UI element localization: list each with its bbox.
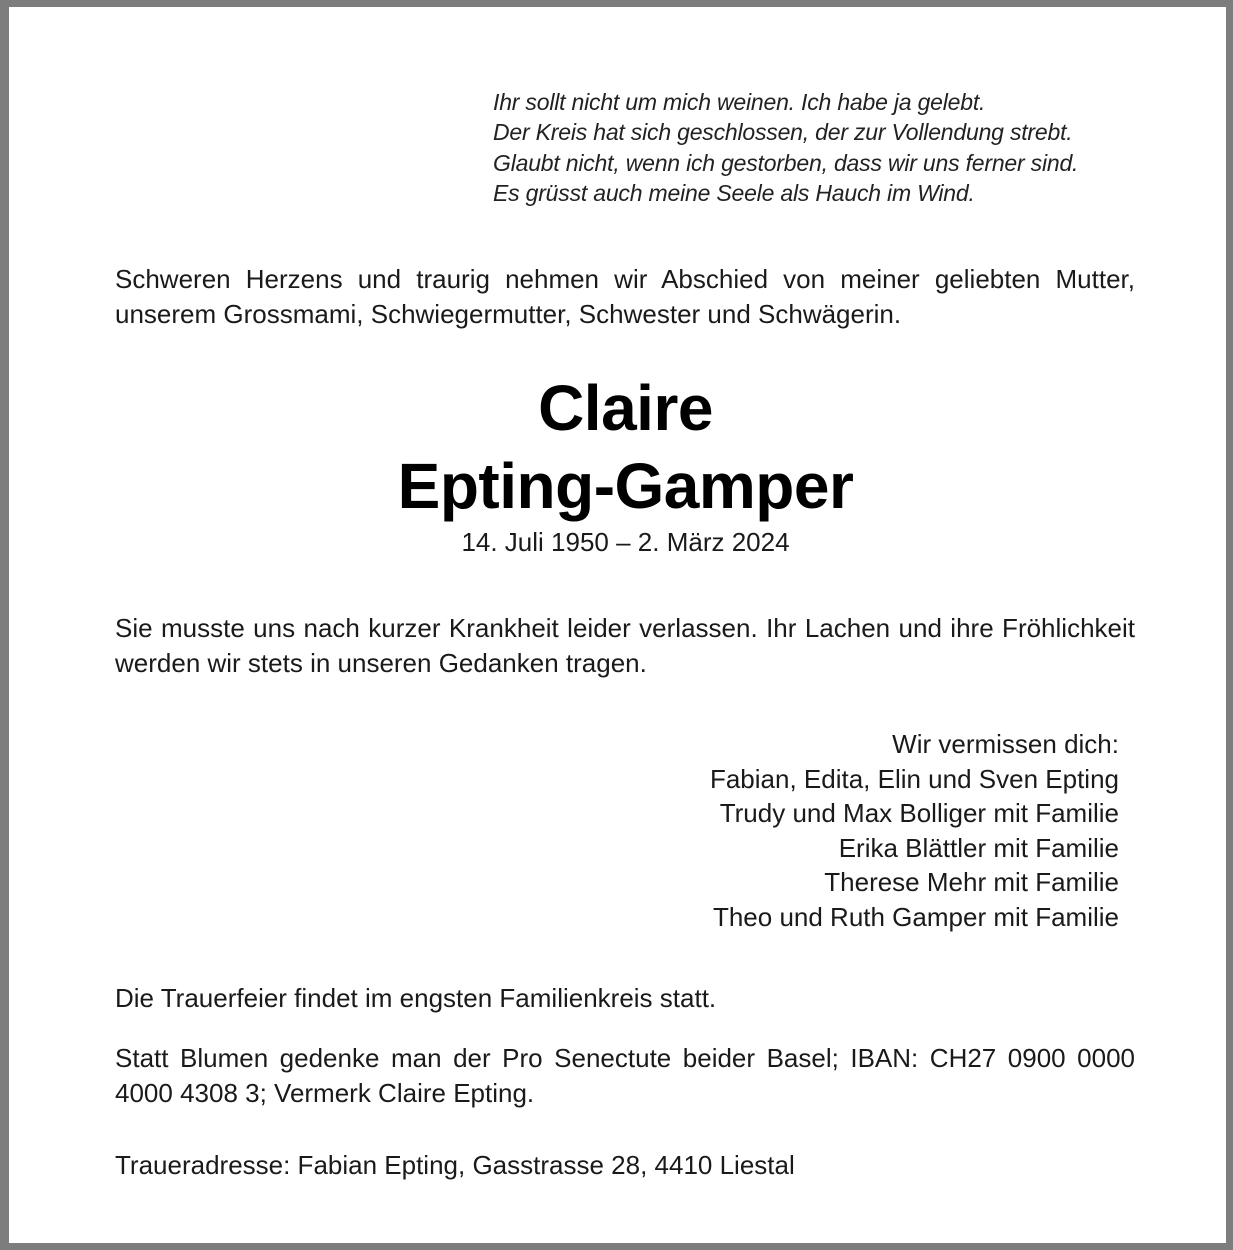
family-member: Trudy und Max Bolliger mit Familie xyxy=(719,798,1119,829)
family-member: Therese Mehr mit Familie xyxy=(824,867,1119,898)
family-member: Erika Blättler mit Familie xyxy=(838,832,1119,863)
donation-notice: Statt Blumen gedenke man der Pro Senectute beider Basel; IBAN: CH27 0900 0000 4000 4308 3; Vermerk Claire Epting. xyxy=(115,1043,1135,1108)
poem-line: Glaubt nicht, wenn ich gestorben, dass wir uns ferner sind. xyxy=(493,149,1079,176)
first-name: Claire xyxy=(538,372,713,444)
farewell-text: Sie musste uns nach kurzer Krankheit leider verlassen. Ihr Lachen und ihre Fröhlichkeit werden wir stets in unseren Gedanken tragen. xyxy=(115,613,1135,678)
intro-text: Schweren Herzens und traurig nehmen wir Abschied von meiner geliebten Mutter, unserem Grossmami, Schwiegermutter, Schwester und Schwägerin. xyxy=(115,264,1135,329)
family-list xyxy=(710,727,1119,935)
poem-line: Ihr sollt nicht um mich weinen. Ich habe ja gelebt. xyxy=(493,89,986,115)
family-heading: Wir vermissen dich: xyxy=(892,729,1119,759)
mourning-address: Traueradresse: Fabian Epting, Gasstrasse 28, 4410 Liestal xyxy=(115,1150,795,1180)
family-member: Theo und Ruth Gamper mit Familie xyxy=(712,901,1119,932)
life-dates: 14. Juli 1950 – 2. März 2024 xyxy=(461,527,790,557)
poem-line: Der Kreis hat sich geschlossen, der zur Vollendung strebt. xyxy=(493,119,1073,146)
deceased-name xyxy=(9,369,1233,525)
ceremony-notice: Die Trauerfeier findet im engsten Familienkreis statt. xyxy=(115,983,717,1013)
family-member: Fabian, Edita, Elin und Sven Epting xyxy=(709,763,1119,794)
poem xyxy=(493,87,1173,208)
poem-line: Es grüsst auch meine Seele als Hauch im Wind. xyxy=(493,179,975,206)
last-name: Epting-Gamper xyxy=(397,450,854,522)
